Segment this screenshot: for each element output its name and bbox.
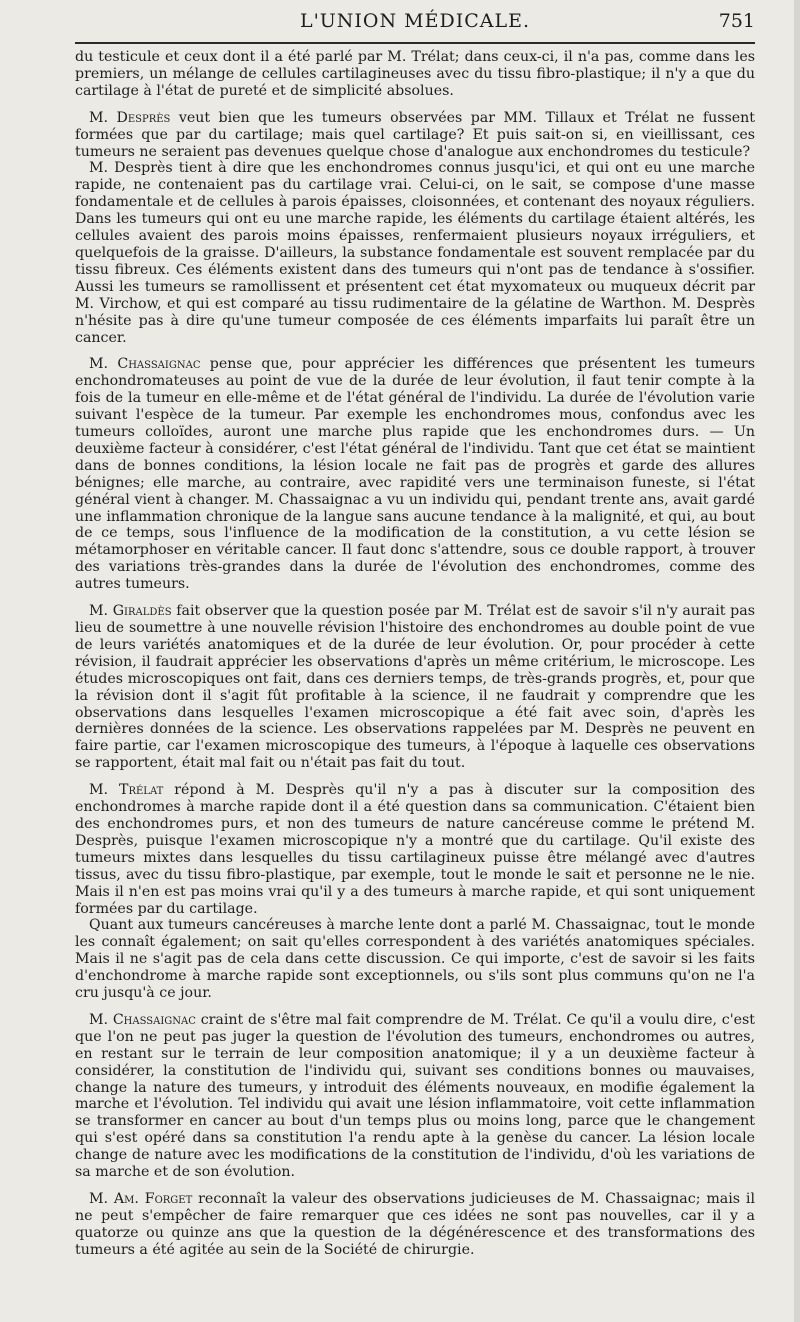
speaker-name: Trélat (119, 782, 164, 799)
page-edge-shadow (794, 0, 800, 1322)
paragraph-5: M. Giraldès fait observer que la question posée par M. Trélat est de savoir s'il n'y aurait pas lieu de soumettre à une nouvelle révision l'histoire des enchondromes au double point de vue de leurs variétés anatomiques et de la durée de leur évolution. Or, pour procéder à cette révision, il faudrait apprécier les observations d'après un même critérium, le microscope. Les études microscopiques ont fait, dans ces derniers temps, de très-grands progrès, et, pour que la révision dont il s'agit fût profitable à la science, il ne faudrait y comprendre que les observations dans lesquelles l'examen microscopique a été fait avec soin, d'après les dernières données de la science. Les observations rappelées par M. Desprès ne peuvent en faire partie, car l'examen microscopique des tumeurs, à l'époque à laquelle ces observations se rapportent, était mal fait ou n'était pas fait du tout. (75, 603, 756, 772)
article-body (75, 49, 755, 1259)
speaker-name: Giraldès (112, 603, 172, 620)
paragraph-text: du testicule et ceux dont il a été parlé par M. Trélat; dans ceux-ci, il n'a pas, comme dans les premiers, un mélange de cellules cartilagineuses avec du tissu fibro-plastique; il n'y a que du cartilage à l'état de pureté et de simplicité absolues. (75, 49, 755, 99)
paragraph-1 (75, 49, 755, 100)
speaker-name: Desprès (116, 109, 171, 126)
paragraph-2: M. Desprès veut bien que les tumeurs observées par MM. Tillaux et Trélat ne fussent formées que par du cartilage; mais quel cartilage? Et puis sait-on si, en vieillissant, ces tumeurs ne seraient pas devenues quelque chose d'analogue aux enchondromes du testicule? (75, 109, 756, 160)
running-title: L'UNION MÉDICALE. (299, 10, 531, 32)
speaker-name: Am. Forget (113, 1191, 193, 1207)
paragraph-9: M. Am. Forget reconnaît la valeur des observations judicieuses de M. Chassaignac; mais il ne peut s'empêcher de faire remarquer que ces idées ne sont pas nouvelles, car il y a quatorze ou quinze ans que la question de la dégénérescence et des transformations des tumeurs a été agitée au sein de la Société de chirurgie. (75, 1191, 755, 1258)
paragraph-4: M. Chassaignac pense que, pour apprécier les différences que présentent les tumeurs enchondromateuses au point de vue de la durée de leur évolution, il faut tenir compte à la fois de la tumeur en elle-même et de l'état général de l'individu. La durée de l'évolution varie suivant l'espèce de la tumeur. Par exemple les enchondromes mous, confondus avec les tumeurs colloïdes, auront une marche plus rapide que les enchondromes durs. — Un deuxième facteur à considérer, c'est l'état général de l'individu. Tant que cet état se maintient dans de bonnes conditions, la lésion locale ne fait pas de progrès et garde des allures bénignes; elle marche, au contraire, avec rapidité vers une terminaison funeste, si l'état général vient à changer. M. Chassaignac a vu un individu qui, pendant trente ans, avait gardé une inflammation chronique de la langue sans aucune tendance à la malignité, et qui, au bout de ce temps, sous l'influence de la modification de la constitution, a vu cette lésion se métamorphoser en véritable cancer. Il faut donc s'attendre, sous ce double rapport, à trouver des variations très-grandes dans la durée de l'évolution des enchondromes, comme des autres tumeurs. (75, 356, 755, 593)
paragraph-text: répond à M. Desprès qu'il n'y a pas à discuter sur la composition des enchondromes à marche rapide dont il a été question dans sa communication. C'étaient bien des enchondromes purs, et non des tumeurs de nature cancéreuse comme le prétend M. Desprès, puisque l'examen microscopique n'y a montré que du cartilage. Qu'il existe des tumeurs mixtes dans lesquelles du tissu cartilagineux puisse être mélangé avec d'autres tissus, avec du tissu fibro-plastique, par exemple, tout le monde le sait et personne ne le nie. Mais il n'en est pas moins vrai qu'il y a des tumeurs à marche rapide, et qui sont uniquement formées par du cartilage. (75, 782, 756, 917)
paragraph-6: M. Trélat répond à M. Desprès qu'il n'y a pas à discuter sur la composition des enchondromes à marche rapide dont il a été question dans sa communication. C'étaient bien des enchondromes purs, et non des tumeurs de nature cancéreuse comme le prétend M. Desprès, puisque l'examen microscopique n'y a montré que du cartilage. Qu'il existe des tumeurs mixtes dans lesquelles du tissu cartilagineux puisse être mélangé avec d'autres tissus, avec du tissu fibro-plastique, par exemple, tout le monde le sait et personne ne le nie. Mais il n'en est pas moins vrai qu'il y a des tumeurs à marche rapide, et qui sont uniquement formées par du cartilage. (75, 782, 756, 917)
page-header (75, 10, 755, 44)
header-rule (75, 42, 755, 44)
speaker-name: Chassaignac (112, 1011, 196, 1028)
paragraph-8: M. Chassaignac craint de s'être mal fait comprendre de M. Trélat. Ce qu'il a voulu dire, c'est que l'on ne peut pas juger la question de l'évolution des tumeurs, enchondromes ou autres, en restant sur le terrain de leur composition anatomique; il y a un deuxième facteur à considérer, la constitution de l'individu qui, suivant ses conditions bonnes ou mauvaises, change la nature des tumeurs, y introduit des éléments nouveaux, en modifie également la marche et l'évolution. Tel individu qui avait une lésion inflammatoire, voit cette inflammation se transformer en cancer au bout d'un temps plus ou moins long, parce que le changement qui s'est opéré dans sa constitution l'a rendu apte à la genèse du cancer. La lésion locale change de nature avec les modifications de la constitution de l'individu, d'où les variations de sa marche et de son évolution. (75, 1011, 755, 1181)
paragraph-text: pense que, pour apprécier les différences que présentent les tumeurs enchondromateuses au point de vue de la durée de leur évolution, il faut tenir compte à la fois de la tumeur en elle-même et de l'état général de l'individu. La durée de l'évolution varie suivant l'espèce de la tumeur. Par exemple les enchondromes mous, confondus avec les tumeurs colloïdes, auront une marche plus rapide que les enchondromes durs. — Un deuxième facteur à considérer, c'est l'état général de l'individu. Tant que cet état se maintient dans de bonnes conditions, la lésion locale ne fait pas de progrès et garde des allures bénignes; elle marche, au contraire, avec rapidité vers une terminaison funeste, si l'état général vient à changer. M. Chassaignac a vu un individu qui, pendant trente ans, avait gardé une inflammation chronique de la langue sans aucune tendance à la malignité, et qui, au bout de ce temps, sous l'influence de la modification de la constitution, a vu cette lésion se métamorphoser en véritable cancer. Il faut donc s'attendre, sous ce double rapport, à trouver des variations très-grandes dans la durée de l'évolution des enchondromes, comme des autres tumeurs. (75, 356, 755, 593)
paragraph-text: veut bien que les tumeurs observées par MM. Tillaux et Trélat ne fussent formées que par du cartilage; mais quel cartilage? Et puis sait-on si, en vieillissant, ces tumeurs ne seraient pas devenues quelque chose d'analogue aux enchondromes du testicule? (75, 109, 756, 160)
paragraph-text: M. Desprès tient à dire que les enchondromes connus jusqu'ici, et qui ont eu une marche rapide, ne contenaient pas du cartilage vrai. Celui-ci, on le sait, se compose d'une masse fondamentale et de cellules à parois épaisses, cloisonnées, et contenant des noyaux réguliers. Dans les tumeurs qui ont eu une marche rapide, les éléments du cartilage étaient altérés, les cellules avaient des parois moins épaisses, renfermaient plusieurs noyaux irréguliers, et quelquefois de la graisse. D'ailleurs, la substance fondamentale est souvent remplacée par du tissu fibreux. Ces éléments existent dans des tumeurs qui n'ont pas de tendance à s'ossifier. Aussi les tumeurs se ramollissent et présentent cet état myxomateux ou muqueux décrit par M. Virchow, et qui est comparé au tissu rudimentaire de la gélatine de Warthon. M. Desprès n'hésite pas à dire qu'une tumeur composée de ces éléments imparfaits lui paraît être un cancer. (75, 160, 755, 346)
paragraph-text: fait observer que la question posée par M. Trélat est de savoir s'il n'y aurait pas lieu de soumettre à une nouvelle révision l'histoire des enchondromes au double point de vue de leurs variétés anatomiques et de la durée de leur évolution. Or, pour procéder à cette révision, il faudrait apprécier les observations d'après un même critérium, le microscope. Les études microscopiques ont fait, dans ces derniers temps, de très-grands progrès, et, pour que la révision dont il s'agit fût profitable à la science, il ne faudrait y comprendre que les observations dans lesquelles l'examen microscopique a été fait avec soin, d'après les dernières données de la science. Les observations rappelées par M. Desprès ne peuvent en faire partie, car l'examen microscopique des tumeurs, à l'époque à laquelle ces observations se rapportent, était mal fait ou n'était pas fait du tout. (75, 603, 756, 772)
paragraph-text: Quant aux tumeurs cancéreuses à marche lente dont a parlé M. Chassaignac, tout le monde les connaît également; on sait qu'elles correspondent à des variétés anatomiques spéciales. Mais il ne s'agit pas de cela dans cette discussion. Ce qui importe, c'est de savoir si les faits d'enchondrome à marche rapide sont exceptionnels, ou s'ils sont plus communs qu'on ne l'a cru jusqu'à ce jour. (75, 917, 755, 1002)
paragraph-text: reconnaît la valeur des observations judicieuses de M. Chassaignac; mais il ne peut s'empêcher de faire remarquer que ces idées ne sont pas nouvelles, car il y a quatorze ou quinze ans que la question de la dégénérescence et des transformations des tumeurs a été agitée au sein de la Société de chirurgie. (75, 1191, 755, 1258)
paragraph-text: craint de s'être mal fait comprendre de M. Trélat. Ce qu'il a voulu dire, c'est que l'on ne peut pas juger la question de l'évolution des tumeurs, enchondromes ou autres, en restant sur le terrain de leur composition anatomique; il y a un deuxième facteur à considérer, la constitution de l'individu qui, suivant ses conditions bonnes ou mauvaises, change la nature des tumeurs, y introduit des éléments nouveaux, en modifie également la marche et l'évolution. Tel individu qui avait une lésion inflammatoire, voit cette inflammation se transformer en cancer au bout d'un temps plus ou moins long, parce que le changement qui s'est opéré dans sa constitution l'a rendu apte à la genèse du cancer. La lésion locale change de nature avec les modifications de la constitution de l'individu, d'où les variations de sa marche et de son évolution. (75, 1011, 755, 1181)
page-number: 751 (718, 10, 755, 32)
paragraph-7 (75, 917, 755, 1002)
paragraph-3 (75, 160, 755, 346)
speaker-name: Chassaignac (117, 356, 201, 373)
